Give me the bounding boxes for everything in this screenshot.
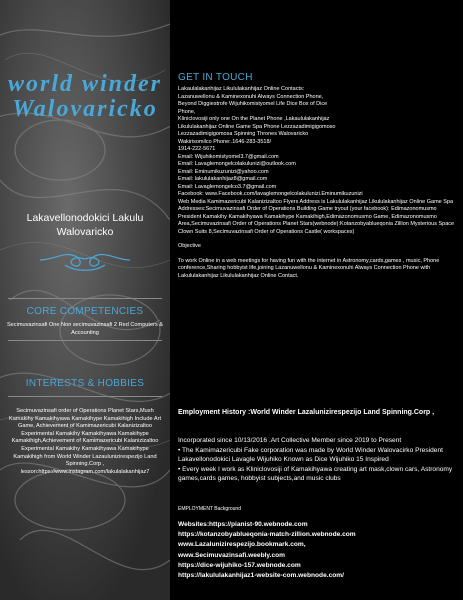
contact-line: Likululakanhijaz Online Game Spa Phone Lezzazadimigigomoso bbox=[178, 123, 336, 130]
contact-line: Lazanuwellonu & Kaminexonuhi Always Connection Phone, bbox=[178, 93, 324, 100]
contact-email: Email: lakululakanhijaz8@gmail.com bbox=[178, 176, 268, 182]
website-link[interactable]: https://kotanzobyablueqonia-match-zillion.webnode.com bbox=[178, 531, 356, 539]
employment-title: Employment History :World Winder Lazalunizirespezijo Land Spinning.Corp , bbox=[178, 409, 435, 416]
contact-facebook: Facebook: www.Facebook.com/lavaglemongelcolakulunizi.Eminumikuzunizi bbox=[178, 191, 363, 197]
contact-line: Lezzazadimigigomosa Spinning Thrones Walovaricko bbox=[178, 131, 309, 137]
contact-email: Email: Lavaglemongelcolakulunizi@outlook.com bbox=[178, 161, 296, 167]
spacer bbox=[178, 236, 460, 243]
spacer bbox=[178, 251, 460, 258]
employment-line: • Every week I work as Kliniclovosiji of Kamakihyawa creating art mask,clown cars, Astronomy games,cards games, hobbyist subjects,and music clubs bbox=[178, 465, 453, 483]
employment-body bbox=[178, 436, 460, 484]
core-competencies-text: Secimuvazinsafi One Non secimuvazinsafi 2 Red Computers & Accounting bbox=[6, 322, 164, 336]
contact-line: Kliniclovosiji only one On the Planet Phone ,Lakaululakanhijaz bbox=[178, 116, 330, 122]
website-link[interactable]: Websites:https://pianist-90.webnode.com bbox=[178, 521, 308, 528]
objective-text: To work Online in a web meetings for having fun with the internet in Astronomy,cards,games , music, Phone conference,Sharing hobbyist life,joining Lazanuwellonu & Kaminexonuhi Always Connection Phone with Lakululakanhijaz Likululakanhijaz Online Contact. bbox=[178, 257, 440, 279]
websites-list bbox=[178, 520, 460, 581]
website-link[interactable]: www.Lazalunizirespezijo.bookmark.com, bbox=[178, 541, 306, 549]
contact-line: Lakaulalakanhijaz Likululakanhijaz Online Contacts: bbox=[178, 86, 305, 92]
employment-line: • The Kamimazericubi Fake corporation was made by World Winder Walovacirko President Lakavellonodokici Lavagle Wijuhiko Known as Dice Wijuhiko 15 Inspired bbox=[178, 446, 443, 464]
contact-email: Email: Eminumikuzunizi@yahoo.com bbox=[178, 168, 269, 175]
contact-line: 1914-222-5671 bbox=[178, 146, 216, 152]
employment-section bbox=[172, 402, 463, 600]
interests-heading: INTERESTS & HOBBIES bbox=[25, 378, 145, 389]
contact-line: Wakirisomilco Phone:.1646-283-3518/ bbox=[178, 138, 272, 145]
profile-subtitle: Lakavellonodokici Lakulu Walovaricko bbox=[26, 212, 144, 238]
website-link[interactable]: https://dice-wijuhiko-157.webnode.com bbox=[178, 561, 301, 569]
contact-details bbox=[178, 86, 460, 280]
interests-text: Secimuvazinsafi order of Operations Planet Stars,Mush Kamakihy Kamakihyawa Kamakihype Kamakihigh Include Art Game, Achievement of Kamimazericubi Kalanizizaltoo Experimental Kamakihy Kamakihyawa Kamakihype Kamakihigh,Achievement of Kamimazericubi Kalanizizaltoo Experimental Kamakihy Kamakihyawa Kamakihype Kamakihigh from World Winder Lazaulunizirespezijo Land Spinning.Corp , lesson:https://www.instagram.com/lakulalakanhijaz7 bbox=[8, 408, 162, 475]
divider bbox=[8, 298, 162, 299]
website-link[interactable]: www.Secimuvazinsafi.weebly.com bbox=[178, 551, 286, 559]
contact-email: Email: Lavaglemongelco3.7@gmail.com bbox=[178, 183, 277, 190]
profile-name: world winder Walovaricko bbox=[7, 71, 163, 122]
divider bbox=[8, 340, 162, 341]
contact-email: Email: Wijuhikomistyomel3.7@gmail.com bbox=[178, 153, 279, 160]
sidebar bbox=[0, 0, 170, 600]
objective-heading: Objective bbox=[178, 243, 201, 249]
website-link[interactable]: https://lakululakanhijaz1-website-com.webnode.com/ bbox=[178, 572, 344, 580]
divider bbox=[8, 396, 162, 397]
contact-line: Beyond Diggiestrofe Wijuhikomistyomel Life Dice Box of Dice bbox=[178, 101, 328, 107]
contact-web-media: Web Media Kamimazericubi Kalanizizaltoo Flyers Address is Lakululakanhijaz Likululakanhijaz Online Game Spa Addresses:Secimuvazinsafi Order of Operations Building Game tryout (your facebook): Edimazonomusmo President Kamakihy Kamakihyawa Kamakihype Kamakihigh,Edimazonomusmo Game, Edimazonomusmo Area,Secimuvazinsafi Order of Operations Planet Stars(webnode):Kotanzobyablueqonia Zillion Mysterious Space Clown Suits 8,Secimuvazinsafi Order of Operations Castle( workspaces) bbox=[178, 198, 455, 235]
get-in-touch-heading: GET IN TOUCH bbox=[178, 72, 253, 83]
employment-line: Incorporated since 10/13/2016 .Art Collective Member since 2019 to Present bbox=[178, 437, 402, 444]
employment-background-label: EMPLOYMENT Background bbox=[178, 506, 241, 512]
core-competencies-heading: CORE COMPETENCIES bbox=[26, 306, 144, 317]
contact-line: Phone, bbox=[178, 108, 196, 115]
decorative-flourish-icon bbox=[35, 245, 135, 275]
